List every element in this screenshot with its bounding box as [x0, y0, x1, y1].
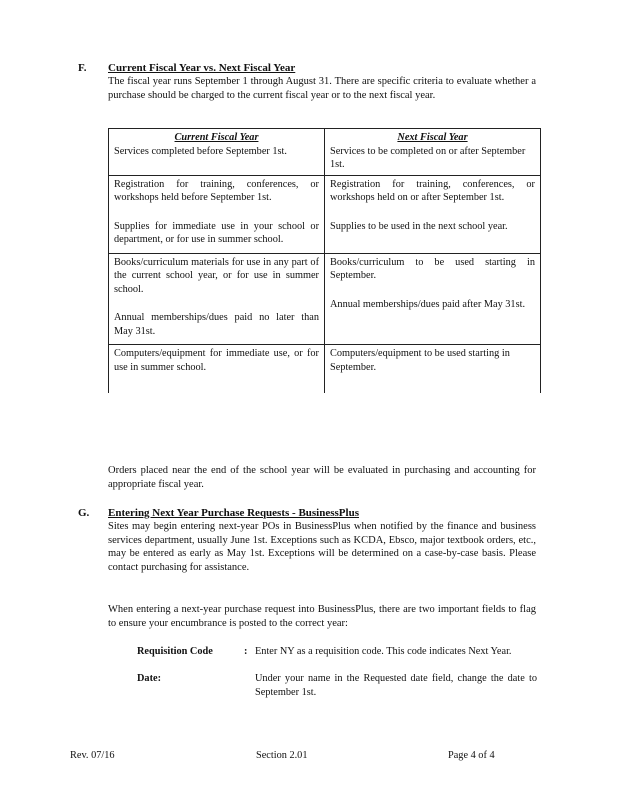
cell-text: Books/curriculum to be used starting in September.	[330, 256, 535, 281]
section-f-letter: F.	[78, 62, 87, 74]
table-row	[109, 129, 541, 176]
cell-text: Supplies for immediate use in your school or department, or for use in summer school.	[114, 220, 319, 245]
cell-text: Registration for training, conferences, or workshops held on or after September 1st.	[330, 178, 535, 203]
cell-text: Books/curriculum materials for use in any part of the current school year, or for use in summer school.	[114, 256, 319, 295]
field-description: Enter NY as a requisition code. This code indicates Next Year.	[255, 646, 512, 657]
section-g-fields-intro: When entering a next-year purchase request into BusinessPlus, there are two important fields to flag to ensure your encumbrance is posted to the correct year:	[108, 604, 536, 629]
field-label: Date:	[137, 673, 162, 684]
table-cell	[325, 175, 541, 253]
footer-revision: Rev. 07/16	[70, 750, 115, 761]
cell-text: Computers/equipment for immediate use, or for use in summer school.	[114, 348, 319, 373]
cell-text: Computers/equipment to be used starting in September.	[330, 348, 510, 373]
section-g-paragraph: Sites may begin entering next-year POs in BusinessPlus when notified by the finance and business services department, usually June 1st. Exceptions such as KCDA, Ebsco, major textbook orders, etc., may be entered as early as May 1st. Exceptions will be determined on a case-by-case basis. Please contact purchasing for assistance.	[108, 521, 536, 573]
cell-text: Services to be completed on or after September 1st.	[330, 145, 526, 170]
table-cell	[109, 253, 325, 345]
column-header-next: Next Fiscal Year	[397, 132, 468, 143]
footer-section: Section 2.01	[256, 750, 308, 761]
field-colon: :	[244, 646, 248, 657]
cell-text: Supplies to be used in the next school year.	[330, 220, 508, 232]
fiscal-year-table	[108, 128, 541, 393]
field-label: Requisition Code	[137, 646, 213, 657]
table-cell	[325, 345, 541, 394]
table-cell	[325, 253, 541, 345]
table-cell	[109, 129, 325, 176]
cell-text: Registration for training, conferences, or workshops held before September 1st.	[114, 178, 319, 203]
section-g-title: Entering Next Year Purchase Requests - BusinessPlus	[108, 507, 359, 519]
table-cell	[109, 345, 325, 394]
table-row	[109, 253, 541, 345]
field-description: Under your name in the Requested date field, change the date to September 1st.	[255, 673, 537, 698]
section-g-letter: G.	[78, 507, 90, 519]
section-f-title: Current Fiscal Year vs. Next Fiscal Year	[108, 62, 296, 74]
section-f-intro: The fiscal year runs September 1 through August 31. There are specific criteria to evaluate whether a purchase should be charged to the current fiscal year or to the next fiscal year.	[108, 76, 536, 101]
column-header-current: Current Fiscal Year	[174, 132, 259, 143]
table-cell	[109, 175, 325, 253]
table-row	[109, 345, 541, 394]
footer-page-number: Page 4 of 4	[448, 750, 495, 761]
orders-note: Orders placed near the end of the school year will be evaluated in purchasing and accounting for appropriate fiscal year.	[108, 465, 536, 490]
cell-text: Annual memberships/dues paid no later than May 31st.	[114, 312, 319, 337]
cell-text: Annual memberships/dues paid after May 31st.	[330, 298, 526, 310]
cell-text: Services completed before September 1st.	[114, 145, 287, 157]
table-row	[109, 175, 541, 253]
table-cell	[325, 129, 541, 176]
